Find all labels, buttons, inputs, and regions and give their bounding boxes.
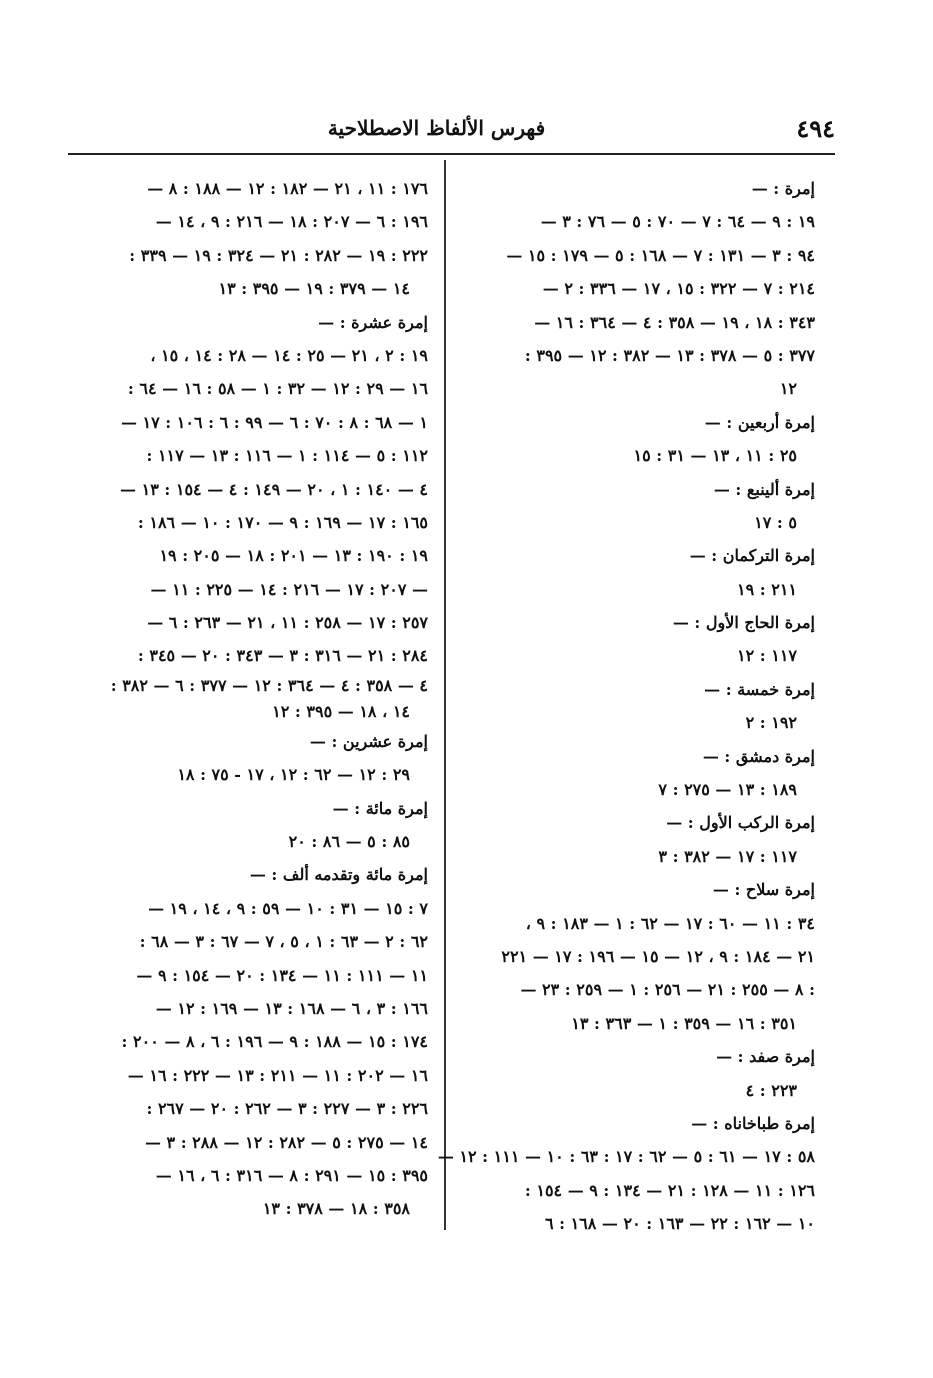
index-line: ٤ — ٣٥٨ : ٤ — ٣٦٤ : ١٢ — ٣٧٧ : ٦ — ٣٨٢ : [110,675,428,695]
index-line: ٢١٤ : ٧ — ٣٢٢ : ١٥ ، ١٧ — ٣٣٦ : ٢ — [542,279,815,299]
page-header [68,110,835,152]
index-line: ١٢ [779,379,797,399]
index-line: ١٧٦ : ١١ ، ٢١ — ١٨٢ : ١٢ — ١٨٨ : ٨ — [147,179,428,198]
index-heading: إمرة دمشق : — [702,746,815,766]
index-line: ٢١١ : ١٩ [736,579,797,599]
index-line: ٥٨ : ١٧ — ٦١ : ٥ — ٦٢ : ١٧ : ٦٣ : ١٠ — ١١١ : ١٢ — [437,1147,815,1167]
index-line: ١٦ — ٢٩ : ١٢ — ٣٢ : ١ — ٥٨ : ١٦ — ٦٤ : [127,379,428,399]
column-divider [444,160,446,1230]
index-heading: إمرة ألينبع : — [713,479,815,499]
index-line: ٢٢٦ : ٣ — ٢٢٧ : ٣ — ٢٦٢ : ٢٠ — ٢٦٧ : [146,1099,428,1119]
index-line: ١٩٢ : ٢ [745,713,797,733]
index-line: ١١٢ : ٥ — ١١٤ : ١ — ١١٦ : ١٣ — ١١٧ : [146,446,428,466]
index-line: ١٠ — ١٦٢ : ٢٢ — ١٦٣ : ٢٠ — ١٦٨ : ٦ [544,1214,815,1234]
index-line: ١ — ٦٨ : ٨ : ٧٠ : ٦ — ٩٩ : ٦ : ١٠٦ : ١٧ — [120,412,428,432]
index-heading: إمرة : — [751,179,815,198]
index-line: ١٩ : ١٩٠ : ١٣ — ٢٠١ : ١٨ — ٢٠٥ : ١٩ [159,546,428,566]
index-heading: إمرة مائة وتقدمه ألف : — [249,865,428,885]
index-heading: إمرة أربعين : — [704,412,815,432]
index-line: ٣٤ : ١١ — ٦٠ : ١٧ — ٦٢ : ١ — ١٨٣ : ٩ ، [525,913,815,933]
index-line: ٨٥ : ٥ — ٨٦ : ٢٠ [288,832,410,852]
page-title: فهرس الألفاظ الاصطلاحية [327,116,546,140]
index-line: ١٩ : ٩ — ٦٤ : ٧ — ٧٠ : ٥ — ٧٦ : ٣ — [540,212,815,232]
index-heading: إمرة عشرة : — [318,312,428,332]
index-heading: إمرة مائة : — [332,798,428,818]
index-line: ٢٥ : ١١ ، ١٣ — ٣١ : ١٥ [633,446,797,466]
index-line: ٣٩٥ : ١٥ — ٢٩١ : ٨ — ٣١٦ : ٦ ، ١٦ — [155,1165,428,1185]
index-line: ٣٥١ : ١٦ — ٣٥٩ : ١ — ٣٦٣ : ١٣ [571,1013,797,1033]
left-column [68,172,428,1226]
index-line: ٤ — ١٤٠ : ١ ، ٢٠ — ١٤٩ : ٤ — ١٥٤ : ١٣ — [120,479,428,499]
index-heading: إمرة الحاج الأول : — [672,613,815,633]
index-line: ٩٤ : ٣ — ١٣١ : ٧ — ١٦٨ : ٥ — ١٧٩ : ١٥ — [506,245,815,265]
index-line: ٧ : ١٥ — ٣١ : ١٠ — ٥٩ : ٩ ، ١٤ ، ١٩ — [148,898,428,918]
index-line: ٢٩ : ١٢ — ٦٢ : ١٢ ، ١٧ - ٧٥ : ١٨ [177,765,410,785]
index-line: ٥ : ١٧ [754,512,797,532]
index-line: ١٨٩ : ١٣ — ٢٧٥ : ٧ [658,780,797,800]
index-line: ٢٥٧ : ١٧ — ٢٥٨ : ١١ ، ٢١ — ٢٦٣ : ٦ — [147,613,428,633]
index-heading: إمرة صفد : — [716,1047,815,1067]
index-line: ٢١ — ١٨٤ : ٩ ، ١٢ — ١٥ — ١٩٦ : ١٧ — ٢٢١ [501,946,815,966]
index-line: ١٩٦ : ٦ — ٢٠٧ : ١٨ — ٢١٦ : ٩ ، ١٤ — [155,212,428,232]
index-heading: إمرة عشرين : — [309,731,428,751]
index-line: ٢٨٤ : ٢١ — ٣١٦ : ٣ — ٣٤٣ : ٢٠ — ٣٤٥ : [137,646,428,666]
header-rule [68,153,835,155]
index-line: — ٢٠٧ : ١٧ — ٢١٦ : ١٤ — ٢٢٥ : ١١ — [150,579,428,599]
index-heading: إمرة التركمان : — [689,546,815,566]
index-line: ١١٧ : ١٢ [736,646,797,666]
index-line: ١٦٦ : ٣ ، ٦ — ١٦٨ : ١٣ — ١٦٩ : ١٢ — [155,998,428,1018]
index-heading: إمرة سلاح : — [712,880,815,900]
index-line: ١٤ — ٣٧٩ : ١٩ — ٣٩٥ : ١٣ [218,279,410,299]
page-number: ٤٩٤ [796,114,835,143]
index-line: ١١٧ : ١٧ — ٣٨٢ : ٣ [658,846,797,866]
index-line: ١٩ : ٢ ، ٢١ — ٢٥ : ١٤ — ٢٨ : ١٤ ، ١٥ ، [150,345,428,365]
index-line: ٦٢ : ٢ — ٦٣ : ١ ، ٥ ، ٧ — ٦٧ : ٣ — ٦٨ : [139,932,428,952]
index-line: ٣٤٣ : ١٨ ، ١٩ — ٣٥٨ : ٤ — ٣٦٤ : ١٦ — [534,312,815,332]
index-line: ١٤ ، ١٨ — ٣٩٥ : ١٢ [272,701,410,721]
index-line: ٢٢٢ : ١٩ — ٢٨٢ : ٢١ — ٣٢٤ : ١٩ — ٣٣٩ : [129,245,428,265]
index-line: ٣٥٨ : ١٨ — ٣٧٨ : ١٣ [262,1199,410,1219]
index-line: ١٧٤ : ١٥ — ١٨٨ : ٩ — ١٩٦ : ٦ ، ٨ — ٢٠٠ : [121,1032,428,1052]
index-line: ١٦٥ : ١٧ — ١٦٩ : ٩ — ١٧٠ : ١٠ — ١٨٦ : [137,512,428,532]
index-line: ١٦ — ٢٠٢ : ١١ — ٢١١ : ١٣ — ٢٢٢ : ١٦ — [127,1065,428,1085]
index-line: ١٢٦ : ١١ — ١٢٨ : ٢١ — ١٣٤ : ٩ — ١٥٤ : [524,1180,815,1200]
index-heading: إمرة خمسة : — [704,679,815,699]
index-line: : ٨ — ٢٥٥ : ٢١ — ٢٥٦ : ١ — ٢٥٩ : ٢٣ — [520,980,815,1000]
index-line: ٣٧٧ : ٥ — ٣٧٨ : ١٣ — ٣٨٢ : ١٢ — ٣٩٥ : [524,345,815,365]
index-line: ١٤ — ٢٧٥ : ٥ — ٢٨٢ : ١٢ — ٢٨٨ : ٣ — [144,1132,428,1152]
right-column [437,172,815,1241]
index-line: ١١ — ١١١ : ١١ — ١٣٤ : ٢٠ — ١٥٤ : ٩ — [136,965,428,985]
index-line: ٢٢٣ : ٤ [745,1080,797,1100]
index-heading: إمرة طباخاناه : — [691,1113,815,1133]
index-heading: إمرة الركب الأول : — [666,813,815,833]
